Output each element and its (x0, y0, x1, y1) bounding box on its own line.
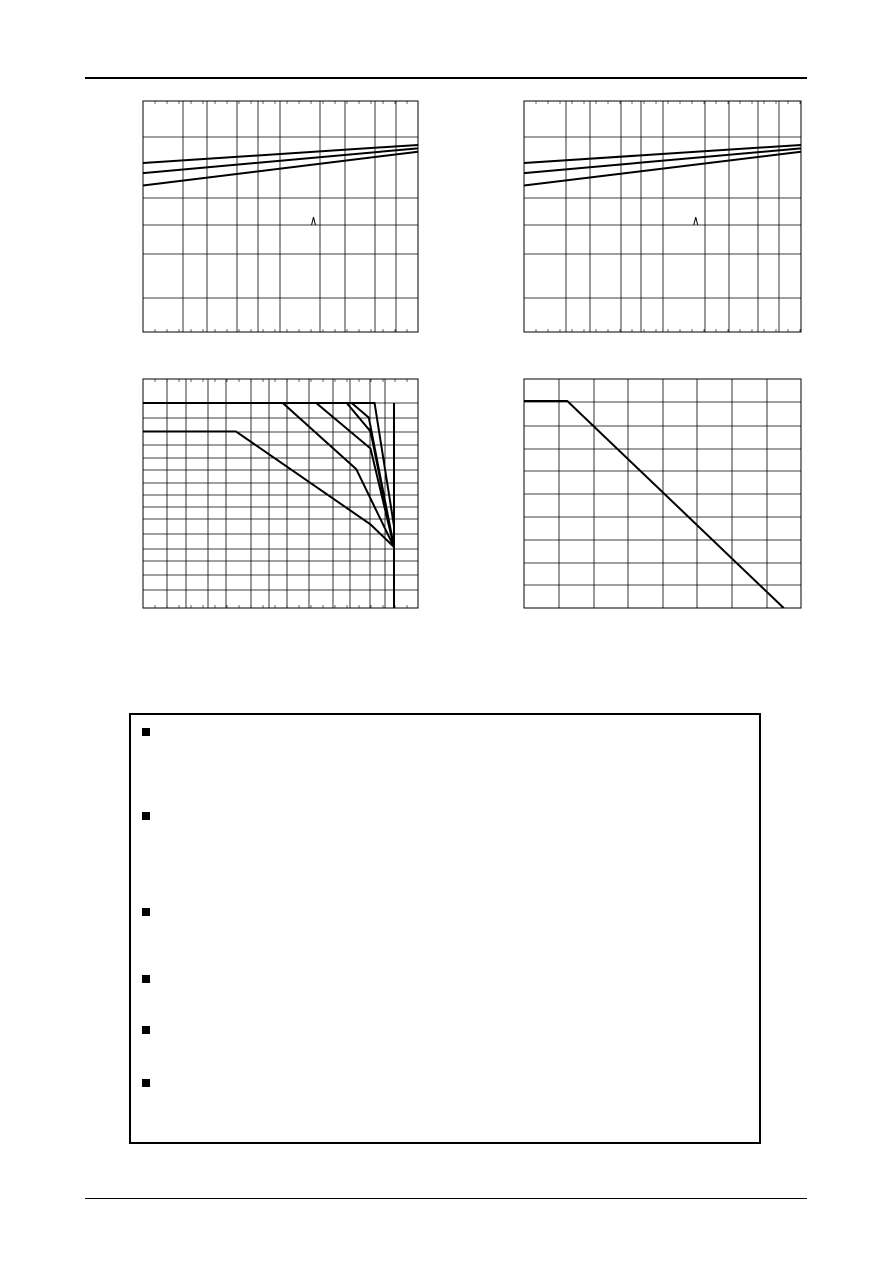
bullet-square (142, 975, 150, 983)
series-line (524, 401, 784, 608)
series-marker (312, 217, 316, 225)
series-line (143, 403, 394, 547)
chart-frame (524, 101, 801, 332)
notice-box (129, 713, 761, 1144)
series-line (143, 403, 394, 526)
series-marker (694, 217, 698, 225)
chart-frame (143, 101, 418, 332)
chart-frame (524, 379, 801, 608)
bullet-square (142, 1079, 150, 1087)
bullet-square (142, 908, 150, 916)
footer-rule (85, 1198, 807, 1199)
series-line (143, 403, 394, 547)
series-line (143, 403, 394, 547)
bullet-square (142, 812, 150, 820)
series-line (143, 403, 394, 547)
series-line (143, 431, 394, 547)
bullet-square (142, 728, 150, 736)
bullet-square (142, 1026, 150, 1034)
